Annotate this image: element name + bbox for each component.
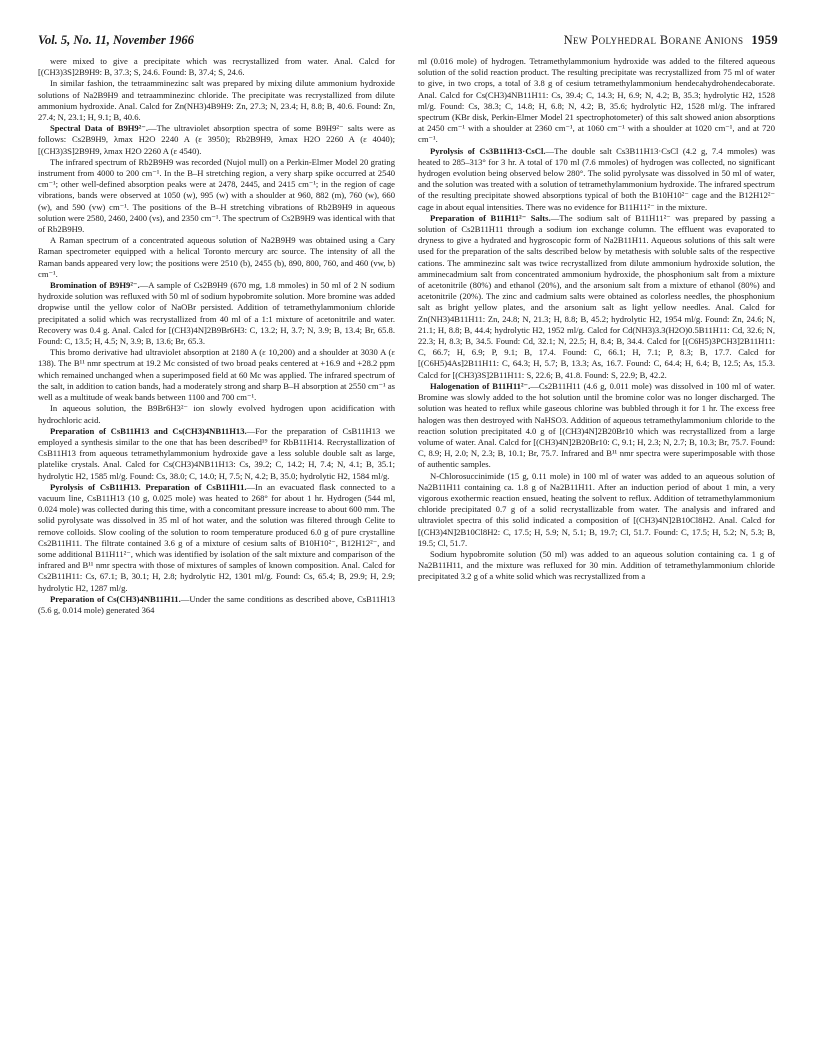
paragraph <box>418 56 775 146</box>
paragraph-text: In similar fashion, the tetraamminezinc salt was prepared by mixing dilute ammonium hydroxide solutions of Na2B9H9 and tetraamminezinc chloride. The precipitate was recrystallized from dilute ammonium hydroxide. Anal. Calcd for Zn(NH3)4B9H9: Zn, 27.3; N, 23.4; H, 8.8; B, 40.6. Found: Zn, 27.4; N, 23.1; H, 9.1; B, 40.6. <box>38 78 395 123</box>
section-heading: Preparation of Cs(CH3)4NB11H11. <box>50 593 181 604</box>
paragraph <box>38 482 395 594</box>
paragraph-text: Sodium hypobromite solution (50 ml) was added to an aqueous solution containing ca. 1 g of Na2B11H11, and the mixture was refluxed for 30 min. Addition of tetramethylammonium chloride precipitated 3.2 g of a white solid which was recrystallized from a <box>418 548 775 582</box>
paragraph-text: —A sample of Cs2B9H9 (670 mg, 1.8 mmoles) in 50 ml of 2 N sodium hydroxide solution was refluxed with 50 ml of sodium hypobromite solution. More bromine was added dropwise until the yellow color of NaOBr persisted. Addition of tetramethylammonium chloride precipitated a solid which was recrystallized from 40 ml of a 1:1 mixture of acetonitrile and water. Recovery was 0.4 g. Anal. Calcd for [(CH3)4N]2B9Br6H3: C, 13.2; H, 3.7; N, 3.9; B, 13.4; Br, 65.8. Found: C, 13.5; H, 4.5; N, 3.9; B, 13.6; Br, 65.3. <box>38 280 395 347</box>
paragraph-text: A Raman spectrum of a concentrated aqueous solution of Na2B9H9 was obtained using a Cary Raman spectrometer equipped with a helical Toronto mercury arc source. The intensity of all the Raman bands appeared very low; the positions were 2510 (b), 2455 (b), 890, 800, 760, and 460 (vw, b) cm⁻¹. <box>38 235 395 279</box>
paragraph <box>418 471 775 549</box>
paragraph <box>38 426 395 482</box>
section-heading: Preparation of CsB11H13 and Cs(CH3)4NB11H13. <box>50 425 247 436</box>
paragraph-text: were mixed to give a precipitate which was recrystallized from water. Anal. Calcd for [(CH3)3S]2B9H9: B, 37.3; S, 24.6. Found: B, 37.4; S, 24.6. <box>38 56 395 78</box>
section-heading: Bromination of B9H9²⁻. <box>50 280 140 291</box>
section-heading: Pyrolysis of CsB11H13. Preparation of CsB11H11. <box>50 481 247 492</box>
page-header <box>38 30 778 50</box>
paragraph-text: —The ultraviolet absorption spectra of some B9H9²⁻ salts were as follows: Cs2B9H9, λmax H2O 2240 A (ε 3950); Rb2B9H9, λmax H2O 2260 A (ε 4040); [(CH3)3S]2B9H9, λmax H2O 2260 A (ε 4540). <box>38 123 395 156</box>
paragraph-text: —Cs2B11H11 (4.6 g, 0.011 mole) was dissolved in 100 ml of water. Bromine was slowly added to the hot solution until the bromine color was no longer discharged. The solution was heated to reflux while gaseous chlorine was bubbled through it for 1 hr. The excess free halogen was then destroyed with NaHSO3. Addition of aqueous tetramethylammonium chloride to the reaction solution precipitated 4.0 g of [(CH3)4N]2B20Br10 which was recrystallized from a large volume of water. Anal. Calcd for [(CH3)4N]2B20Br10: C, 9.1; H, 2.3; N, 2.7; B, 10.3; Br, 75.7. Found: C, 8.9; H, 2.0; N, 2.3; B, 10.1; Br, 75.7. Infrared and B¹¹ nmr spectra were superimposable with those of authentic samples. <box>418 380 775 470</box>
paragraph-text: The infrared spectrum of Rb2B9H9 was recorded (Nujol mull) on a Perkin-Elmer Model 20 grating instrument from 4000 to 200 cm⁻¹. In the B–H stretching region, a very sharp spike occurred at 2540 cm⁻¹; other well-defined absorption peaks were at 2478, 2445, and 2415 cm⁻¹; in the region of cage vibrations, bands were observed at 1050 (w), 995 (w) with a shoulder at 960, 882 (m), 760 (w), 660 (w), and 590 (vw) cm⁻¹. The positions of the B–H stretching vibrations of Rb2B9H9 in aqueous solution were 2580, 2460, 2400 (vs), and 2350 cm⁻¹. The spectrum of Cs2B9H9 was identical with that of Rb2B9H9. <box>38 156 395 235</box>
paragraph <box>38 123 395 157</box>
running-title-header <box>564 30 778 50</box>
paragraph <box>418 146 775 213</box>
paragraph-text: —In an evacuated flask connected to a vacuum line, CsB11H13 (10 g, 0.025 mole) was heated to 268° for about 1 hr. Hydrogen (544 ml, 0.024 mole) was collected during this time, with a concomitant pressure increase to about 600 mm. The solid pyrolysate was dissolved in 35 ml of hot water, and the solution was filtered through Celite to remove colloids. Slow cooling of the solution to room temperature produced 6.0 g of pure crystalline Cs2B11H11. The filtrate contained 3.6 g of a mixture of cesium salts of B10H10²⁻, B12H12²⁻, and some additional B11H11²⁻, which was identified by isolation of the salt mixture and comparison of the infrared and B¹¹ nmr spectra with those of mixtures of samples of known composition. Anal. Calcd for Cs2B11H11: Cs, 67.1; B, 30.1; H, 2.8; hydrolytic H2, 1301 ml/g. Found: Cs, 65.4; B, 29.9; H, 2.9; hydrolytic H2, 1287 ml/g. <box>38 481 395 593</box>
section-heading: Spectral Data of B9H9²⁻. <box>50 123 148 134</box>
page-number: 1959 <box>751 33 778 47</box>
paragraph <box>38 56 395 78</box>
paragraph <box>418 381 775 471</box>
paragraph <box>38 78 395 123</box>
paragraph <box>418 213 775 381</box>
paragraph-text: N-Chlorosuccinimide (15 g, 0.11 mole) in 100 ml of water was added to an aqueous solution of Na2B11H11 containing ca. 1.8 g of Na2B11H11. After an induction period of about 1 min, a very vigorous exothermic reaction ensued, heating the solvent to reflux. Addition of tetramethylammonium chloride precipitated 0.7 g of a solid recrystallizable from water. The analysis and infrared and ultraviolet spectra of this solid indicated a composition of [(CH3)4N]2B10Cl8H2. Anal. Calcd for [(CH3)4N]2B10Cl8H2: C, 17.5; H, 5.9; N, 5.1; B, 19.7; Cl, 51.7. Found: C, 17.5; H, 5.2; N, 5.3; B, 19.5; Cl, 51.7. <box>418 470 775 548</box>
paragraph <box>38 157 395 235</box>
paragraph-text: —The double salt Cs3B11H13·CsCl (4.2 g, 7.4 mmoles) was heated to 285–313° for 3 hr. A total of 170 ml (7.6 mmoles) of hydrogen was collected, no significant hydrogen evolution being observed below 280°. The solid pyrolysate was dissolved in 50 ml of water, and the solution was treated with a solution of tetramethylammonium hydroxide. The infrared spectrum of the resulting precipitate showed absorptions typical of both the B10H10²⁻ cage and the B12H12²⁻ cage in about equal intensities. There was no evidence for B11H11²⁻ in the mixture. <box>418 145 775 212</box>
paragraph <box>38 347 395 403</box>
paragraph-text: —The sodium salt of B11H11²⁻ was prepared by passing a solution of Cs2B11H11 through a sodium ion exchange column. The effluent was evaporated to dryness to give a hydrated and hygroscopic form of Na2B11H11. Aqueous solutions of this salt were used for the preparation of the salts described below by metathesis with soluble salts of the respective cations. The amminezinc salt was twice recrystallized from dilute ammonium hydroxide solution, the amminecadmium salt from concentrated ammonium hydroxide, the phosphonium salt from a mixture of acetonitrile (80%) and ethanol (20%), and the arsonium salt from a mixture of ethanol (80%) and acetonitrile (20%). The zinc and cadmium salts were obtained as colorless needles, the phosphonium salt as bright yellow plates, and the arsonium salt as light yellow needles. Anal. Calcd for Zn(NH3)4B11H11: Zn, 24.8; N, 21.3; H, 8.8; B, 45.2; hydrolytic H2, 1954 ml/g. Found: Zn, 24.6; N, 21.1; H, 8.8; B, 44.4; hydrolytic H2, 1952 ml/g. Calcd for Cd(NH3)3.3(H2O)0.5B11H11: Cd, 32.6; N, 22.3; H, 8.3; B, 34.5. Found: Cd, 32.1; N, 22.5; H, 8.4; B, 34.4. Calcd for [(C6H5)3PCH3]2B11H11: C, 66.7; H, 6.9; P, 9.1; B, 17.4. Found: C, 66.1; H, 7.1; P, 8.3; B, 17.7. Calcd for [(C6H5)4As]2B11H11: C, 64.3; H, 5.7; B, 13.3; As, 16.7. Found: C, 64.4; H, 6.4; B, 12.5; As, 15.3. Calcd for [(CH3)3S]2B11H11: S, 22.6; B, 41.8. Found: S, 22.9; B, 42.2. <box>418 212 775 380</box>
section-heading: Pyrolysis of Cs3B11H13·CsCl. <box>430 145 546 156</box>
left-column <box>38 56 395 1046</box>
paragraph-text: ml (0.016 mole) of hydrogen. Tetramethylammonium hydroxide was added to the filtered aqueous solution of the solid reaction product. The resulting precipitate was recrystallized from 75 ml of water to give, in two crops, a total of 3.8 g of cesium tetramethylammonium hendecahydrohendecaborate. Anal. Calcd for Cs(CH3)4NB11H11: Cs, 39.4; C, 14.3; H, 6.9; N, 4.2; B, 35.3; hydrolytic H2, 1528 ml/g. Found: Cs, 38.3; C, 14.8; H, 6.8; N, 4.2; B, 35.6; hydrolytic H2, 1528 ml/g. The infrared spectrum (KBr disk, Perkin-Elmer Model 21 spectrophotometer) of this salt showed anion absorptions at 2450 cm⁻¹ with a shoulder at 2360 cm⁻¹, at 1060 cm⁻¹ with a shoulder at 1020 cm⁻¹, and at 720 cm⁻¹. <box>418 56 775 145</box>
paragraph <box>38 235 395 280</box>
paragraph <box>38 594 395 616</box>
section-heading: Preparation of B11H11²⁻ Salts. <box>430 212 551 223</box>
running-title: New Polyhedral Borane Anions <box>563 33 744 47</box>
paragraph-text: This bromo derivative had ultraviolet absorption at 2180 A (ε 10,200) and a shoulder at 3030 A (ε 138). The B¹¹ nmr spectrum at 19.2 Mc consisted of two broad peaks centered at +16.9 and +28.2 ppm which remained unchanged when a superimposed field at 60 Mc was applied. The infrared spectrum of the salt, in addition to cation bands, had a moderately strong and sharp B–H absorption at 2550 cm⁻¹ as well as a multitude of weak bands between 1100 and 700 cm⁻¹. <box>38 347 395 403</box>
section-heading: Halogenation of B11H11²⁻. <box>430 380 531 391</box>
journal-volume-header: Vol. 5, No. 11, November 1966 <box>38 33 194 47</box>
paragraph-text: —For the preparation of CsB11H13 we employed a synthesis similar to the one that has been described¹⁹ for RbB11H14. Recrystallization of CsB11H13 from aqueous tetramethylammonium hydroxide gave a less soluble double salt as large, platelike crystals. Anal. Calcd for Cs(CH3)4NB11H13: Cs, 39.2; C, 14.2; H, 7.4; N, 4.1; B, 35.1; hydrolytic H2, 1585 ml/g. Found: Cs, 38.0; C, 14.0; H, 7.5; N, 4.2; B, 35.0; hydrolytic H2, 1584 ml/g. <box>38 425 395 481</box>
paragraph-text: —Under the same conditions as described above, CsB11H13 (5.6 g, 0.014 mole) generated 364 <box>38 593 395 615</box>
paragraph-text: In aqueous solution, the B9Br6H3²⁻ ion slowly evolved hydrogen upon acidification with hydrochloric acid. <box>38 403 395 425</box>
right-column <box>418 56 775 1046</box>
paragraph <box>38 403 395 425</box>
paragraph <box>418 549 775 583</box>
paragraph <box>38 280 395 347</box>
